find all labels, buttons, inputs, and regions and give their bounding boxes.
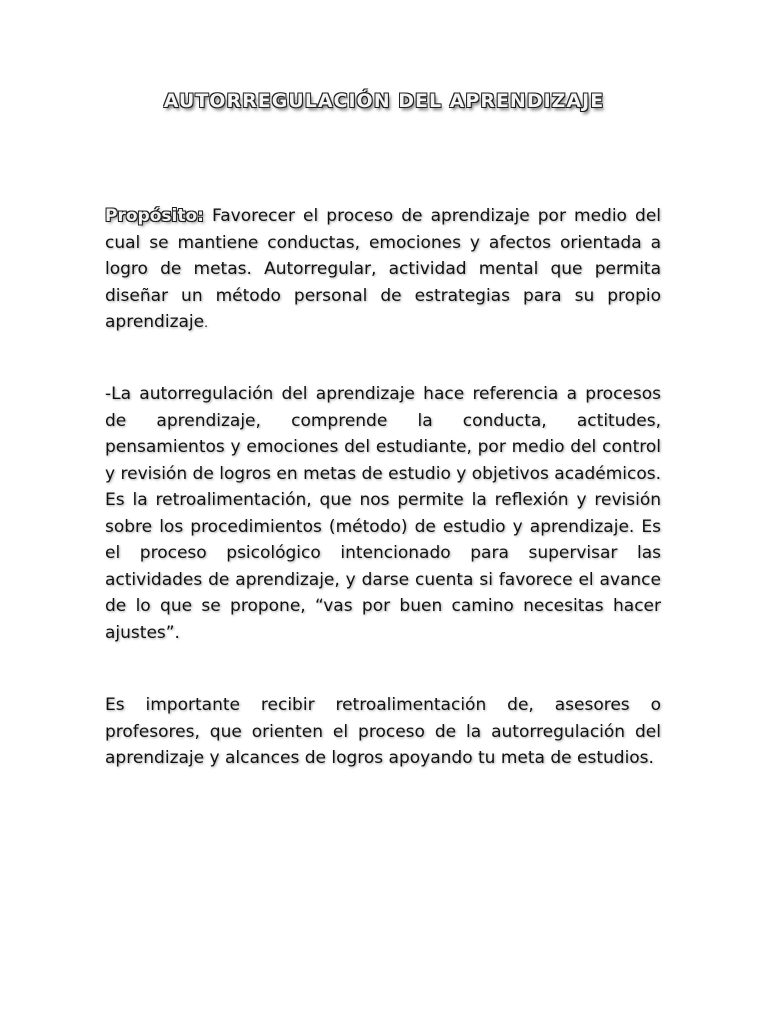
- purpose-paragraph: [105, 203, 661, 337]
- purpose-label: Propósito:: [105, 206, 204, 226]
- body-paragraph-2: Es importante recibir retroalimentación de, asesores o profesores, que orienten el proceso de la autorregulación del aprendizaje y alcances de logros apoyando tu meta de estudios.: [105, 695, 661, 768]
- purpose-end: .: [204, 316, 208, 330]
- body-paragraph-1: -La autorregulación del aprendizaje hace referencia a procesos de aprendizaje, comprende la conducta, actitudes, pensamientos y emociones del estudiante, por medio del control y revisión de logros en metas de estudio y objetivos académicos. Es la retroalimentación, que nos permite la reflexión y revisión sobre los procedimientos (método) de estudio y aprendizaje. Es el proceso psicológico intencionado para supervisar las actividades de aprendizaje, y darse cuenta si favorece el avance de lo que se propone, “vas por buen camino necesitas hacer ajustes”.: [105, 384, 661, 643]
- purpose-text: Favorecer el proceso de aprendizaje por medio del cual se mantiene conductas, emociones y afectos orientada a logro de metas. Autorregular, actividad mental que permita diseñar un método personal de estrategias para su propio aprendizaje: [105, 206, 661, 332]
- document-title: AUTORREGULACIÓN DEL APRENDIZAJE: [163, 90, 605, 112]
